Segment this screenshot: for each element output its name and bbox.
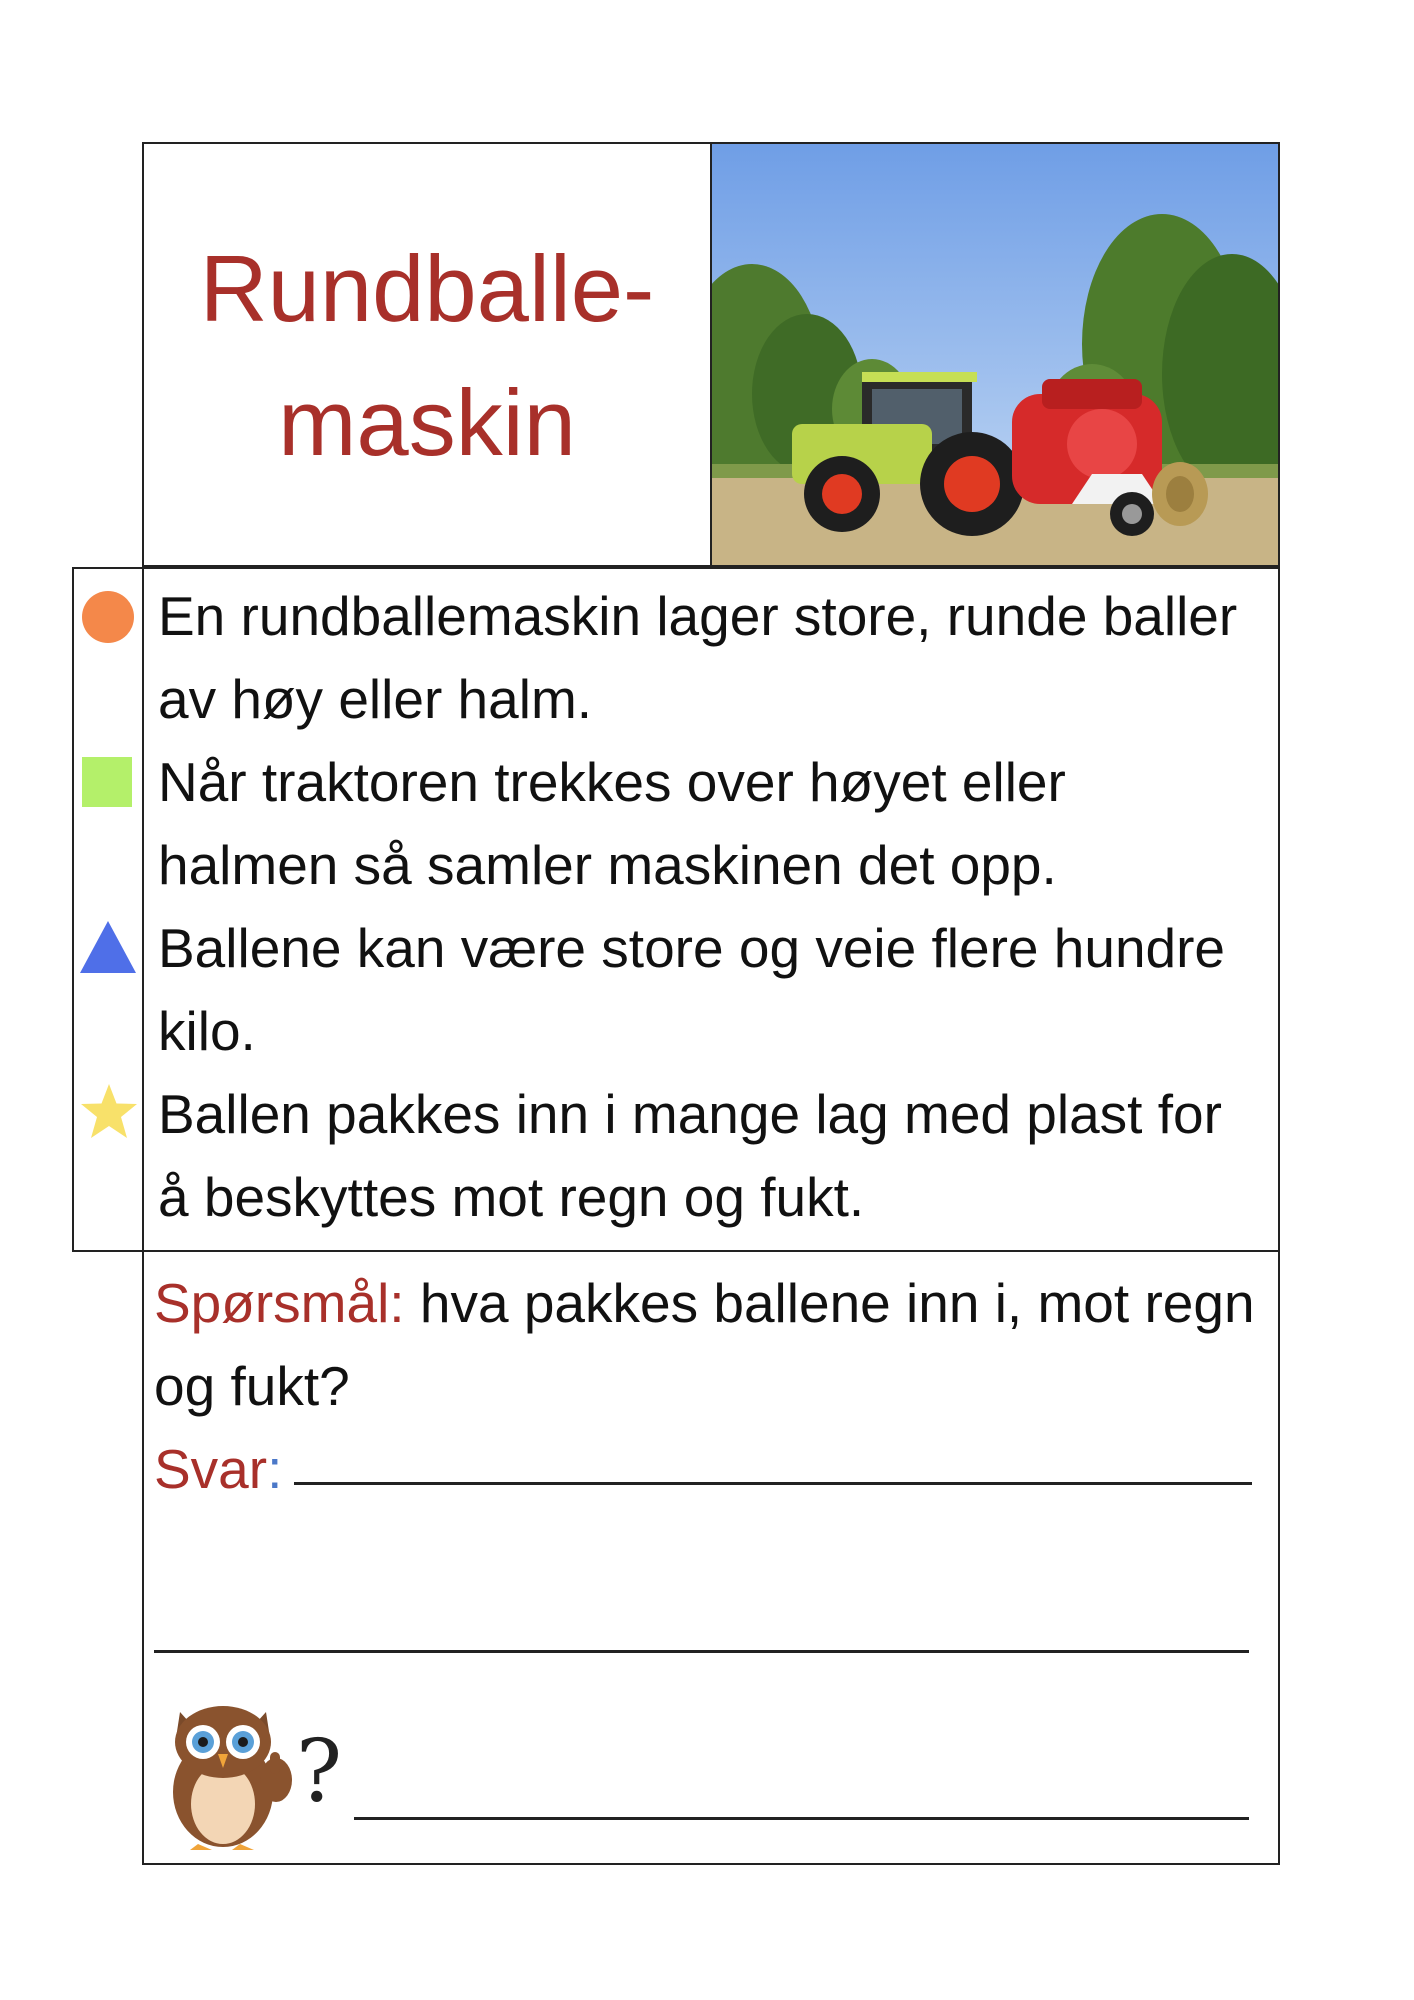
sentence-4: Ballen pakkes inn i mange lag med plast for å beskyttes mot regn og fukt. <box>158 1083 1222 1228</box>
question-label: Spørsmål: <box>154 1272 405 1334</box>
sentence-2: Når traktoren trekkes over høyet eller halmen så samler maskinen det opp. <box>158 751 1066 896</box>
owl-thumbs-up-icon <box>158 1692 298 1852</box>
marker-strip <box>72 567 144 1252</box>
orange-circle-icon <box>78 587 138 647</box>
answer-label: Svar <box>154 1438 268 1500</box>
answer-colon: : <box>267 1438 283 1500</box>
question-block <box>154 1262 1264 1511</box>
text-cell <box>142 567 1280 1252</box>
blue-triangle-icon <box>78 919 138 975</box>
question-cell <box>142 1250 1280 1865</box>
own-question-line[interactable] <box>354 1817 1249 1820</box>
title-line-1: Rundballe- <box>199 236 655 341</box>
question-text: hva pakkes ballene inn i, mot regn og fukt? <box>154 1272 1255 1417</box>
sentence-3: Ballene kan være store og veie flere hundre kilo. <box>158 917 1226 1062</box>
tractor-with-round-baler-photo <box>712 144 1278 565</box>
title-line-2: maskin <box>278 370 576 475</box>
answer-line[interactable] <box>294 1482 1252 1485</box>
title-cell <box>142 142 712 567</box>
own-question-mark: ? <box>296 1722 343 1822</box>
answer-line[interactable] <box>154 1650 1249 1653</box>
photo-cell <box>710 142 1280 567</box>
yellow-star-icon <box>78 1081 140 1143</box>
green-square-icon <box>80 755 134 809</box>
page-title <box>144 222 710 490</box>
sentence-1: En rundballemaskin lager store, runde baller av høy eller halm. <box>158 585 1238 730</box>
